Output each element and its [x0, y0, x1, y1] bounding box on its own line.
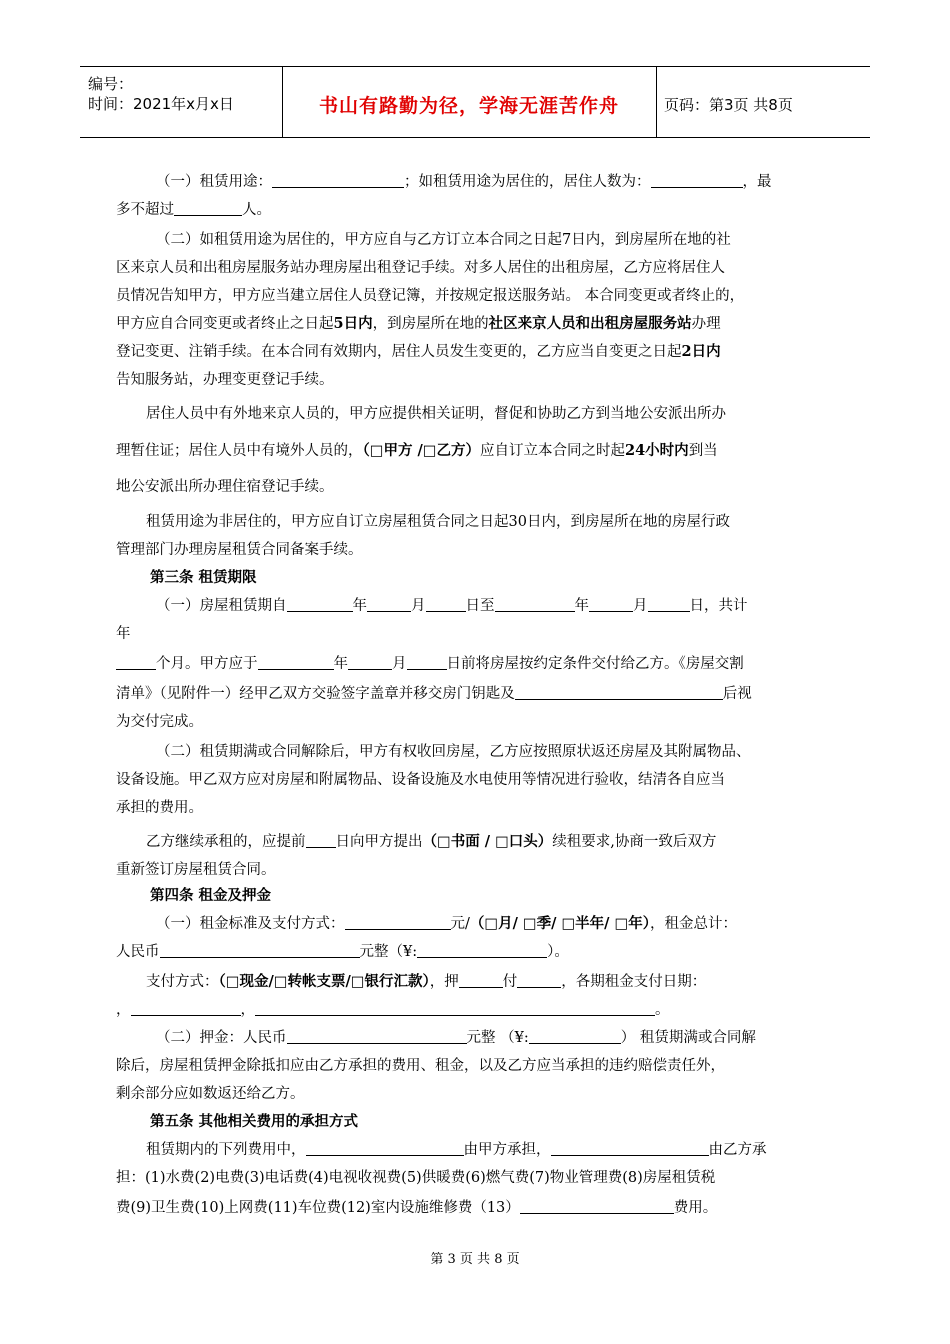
blank-pay-months: [517, 973, 561, 988]
text: （一）房屋租赁期自: [156, 598, 287, 614]
art3-line-4: [116, 682, 752, 703]
art3-sec3-line-2: 重新签订房屋租赁合同。: [116, 862, 276, 878]
page-header: [80, 66, 870, 138]
text: 人。: [242, 202, 271, 218]
text: 年: [352, 598, 367, 614]
art4-line-3: [146, 970, 706, 991]
para-usage-line-2: [116, 198, 271, 219]
text: 。: [655, 1002, 670, 1018]
bold-text: （□书面 / □口头）: [422, 833, 553, 850]
text: 个月。甲方应于: [156, 656, 258, 672]
text: 元整（¥:: [359, 944, 418, 960]
header-slogan: 书山有路勤为径，学海无涯苦作舟: [318, 95, 619, 117]
art3-sec2-line-1: （二）租赁期满或合同解除后，甲方有权收回房屋，乙方应按照原状返还房屋及其附属物品、: [156, 744, 751, 760]
text: 费(9)卫生费(10)上网费(11)车位费(12)室内设施维修费（13）: [116, 1200, 520, 1216]
para-registration-line-3: 员情况告知甲方，甲方应当建立居住人员登记簿，并按规定报送服务站。 本合同变更或者终止的，: [116, 288, 745, 304]
para-registration-line-2: 区来京人员和出租房屋服务站办理房屋出租登记手续。对多人居住的出租房屋，乙方应将居住人: [116, 260, 725, 276]
blank-party-b-fees: [551, 1141, 709, 1156]
blank-rent-total-number: [417, 943, 547, 958]
blank-rent-total-words: [160, 943, 360, 958]
blank-delivery-month: [348, 655, 392, 670]
header-slogan-cell: [282, 67, 657, 137]
article-4-title: 第四条 租金及押金: [150, 887, 272, 904]
text: 由乙方承: [708, 1142, 767, 1158]
document-number-label: 编号：: [88, 75, 134, 93]
header-page-info: 页码：第3页 共8页: [664, 96, 793, 114]
text: 到当: [688, 443, 718, 459]
text: 日前将房屋按约定条件交付给乙方。《房屋交割: [446, 656, 744, 672]
text: 费用。: [673, 1200, 718, 1216]
document-time: 时间：2021年x月x日: [88, 95, 234, 113]
art4-sec2-line-2: 除后，房屋租赁押金除抵扣应由乙方承担的费用、租金，以及乙方应当承担的违约赔偿责任外，: [116, 1058, 725, 1074]
art3-line-2: 年: [116, 626, 131, 642]
para-registration-line-5: [116, 340, 721, 361]
article-3-title: 第三条 租赁期限: [150, 569, 257, 586]
bold-text: 2日内: [681, 343, 721, 360]
blank-start-day: [426, 597, 466, 612]
blank-start-month: [367, 597, 411, 612]
text: 日向甲方提出: [335, 834, 423, 850]
art3-sec2-line-3: 承担的费用。: [116, 800, 203, 816]
text: ） 租赁期满或合同解: [620, 1030, 756, 1046]
text: ；如租赁用途为居住的，居住人数为：: [404, 174, 651, 190]
art4-line-2: [116, 940, 569, 961]
text: ，押: [429, 974, 459, 990]
text: 月: [411, 598, 426, 614]
text: 年: [333, 656, 348, 672]
text: 后视: [722, 686, 752, 702]
art3-sec2-line-2: 设备设施。甲乙双方应对房屋和附属物品、设备设施及水电使用等情况进行验收，结清各自应当: [116, 772, 725, 788]
text: 多不超过: [116, 202, 174, 218]
art4-line-1: [156, 912, 737, 933]
para-foreign-line-3: 地公安派出所办理住宿登记手续。: [116, 479, 334, 495]
text: 月: [633, 598, 648, 614]
art3-sec3-line-1: [146, 830, 716, 851]
header-meta-cell: [80, 67, 283, 137]
text: 办理: [691, 316, 721, 332]
art4-sec2-line-3: 剩余部分应如数返还给乙方。: [116, 1086, 305, 1102]
text: （一）租赁用途：: [156, 174, 272, 190]
bold-text: （□月/ □季/ □半年/ □年）: [469, 915, 650, 932]
para-foreign-line-2: [116, 439, 718, 460]
bold-text: （□现金/□转帐支票/□银行汇款）: [218, 973, 430, 990]
blank-party-a-fees: [306, 1141, 464, 1156]
text: ）。: [547, 944, 569, 960]
text: 甲方应自合同变更或者终止之日起: [116, 316, 334, 332]
text: 月: [392, 656, 407, 672]
para-nonresidential-line-1: 租赁用途为非居住的，甲方应自订立房屋租赁合同之日起30日内，到房屋所在地的房屋行政: [146, 514, 730, 530]
text: 乙方继续承租的，应提前: [146, 834, 306, 850]
article-5-title: 第五条 其他相关费用的承担方式: [150, 1113, 359, 1130]
text: 租赁期内的下列费用中，: [146, 1142, 306, 1158]
blank-pay-date-2: [255, 1001, 655, 1016]
text: ，: [240, 1002, 255, 1018]
blank-handover-items: [515, 685, 723, 700]
blank-notice-days: [306, 833, 336, 848]
para-registration-line-1: （二）如租赁用途为居住的，甲方应自与乙方订立本合同之日起7日内，到房屋所在地的社: [156, 232, 731, 248]
text: ，最: [742, 174, 772, 190]
art4-line-4: [116, 998, 670, 1019]
para-registration-line-6: 告知服务站，办理变更登记手续。: [116, 372, 334, 388]
art5-line-3: [116, 1196, 717, 1217]
bold-text: （□甲方 /□乙方）: [362, 442, 480, 459]
blank-max-residents: [174, 201, 242, 216]
text: 支付方式：: [146, 974, 219, 990]
art4-sec2-line-1: [156, 1026, 756, 1047]
blank-deposit-months: [459, 973, 503, 988]
para-nonresidential-line-2: 管理部门办理房屋租赁合同备案手续。: [116, 542, 363, 558]
text: ，租金总计：: [649, 916, 737, 932]
art5-line-2: 担：(1)水费(2)电费(3)电话费(4)电视收视费(5)供暖费(6)燃气费(7)物业管理费(8)房屋租赁税: [116, 1170, 716, 1186]
text: 年: [574, 598, 589, 614]
blank-delivery-day: [407, 655, 447, 670]
text: ，到房屋所在地的: [372, 316, 489, 332]
para-foreign-line-1: 居住人员中有外地来京人员的，甲方应提供相关证明，督促和协助乙方到当地公安派出所办: [146, 406, 726, 422]
para-usage-line-1: [156, 170, 772, 191]
blank-end-year: [495, 597, 575, 612]
text: （一）租金标准及支付方式：: [156, 916, 345, 932]
text: 清单》（见附件一）经甲乙双方交验签字盖章并移交房门钥匙及: [116, 686, 515, 702]
text: 登记变更、注销手续。在本合同有效期内，居住人员发生变更的，乙方应当自变更之日起: [116, 344, 682, 360]
text: （二）押金：人民币: [156, 1030, 287, 1046]
header-page-cell: [656, 67, 870, 137]
blank-rent-amount: [345, 915, 451, 930]
blank-resident-count: [651, 173, 743, 188]
blank-delivery-year: [258, 655, 334, 670]
bold-text: 5日内: [333, 315, 373, 332]
blank-usage: [272, 173, 404, 188]
bold-text: 社区来京人员和出租房屋服务站: [488, 315, 692, 332]
bold-text: 24小时内: [625, 442, 689, 459]
text: ，: [116, 1002, 131, 1018]
text: 日，共计: [689, 598, 748, 614]
blank-other-fee: [520, 1199, 674, 1214]
art3-line-3: [116, 652, 744, 673]
blank-total-months: [116, 655, 156, 670]
text: 由甲方承担，: [463, 1142, 551, 1158]
text: 理暂住证；居住人员中有境外人员的，: [116, 443, 363, 459]
blank-end-month: [589, 597, 633, 612]
para-registration-line-4: [116, 312, 721, 333]
blank-deposit-number: [529, 1029, 621, 1044]
text: 应自订立本合同之时起: [480, 443, 625, 459]
text: ，各期租金支付日期：: [561, 974, 707, 990]
text: 日至: [465, 598, 495, 614]
art3-line-5: 为交付完成。: [116, 714, 203, 730]
blank-start-year: [287, 597, 353, 612]
blank-deposit-words: [287, 1029, 467, 1044]
text: 续租要求,协商一致后双方: [552, 834, 717, 850]
text: 元/: [450, 916, 470, 932]
art5-line-1: [146, 1138, 767, 1159]
blank-end-day: [648, 597, 690, 612]
page-footer: 第 3 页 共 8 页: [430, 1252, 520, 1267]
text: 付: [502, 974, 518, 990]
text: 人民币: [116, 944, 160, 960]
art3-line-1: [156, 594, 748, 615]
text: 元整 （¥:: [466, 1030, 529, 1046]
blank-pay-date-1: [131, 1001, 241, 1016]
